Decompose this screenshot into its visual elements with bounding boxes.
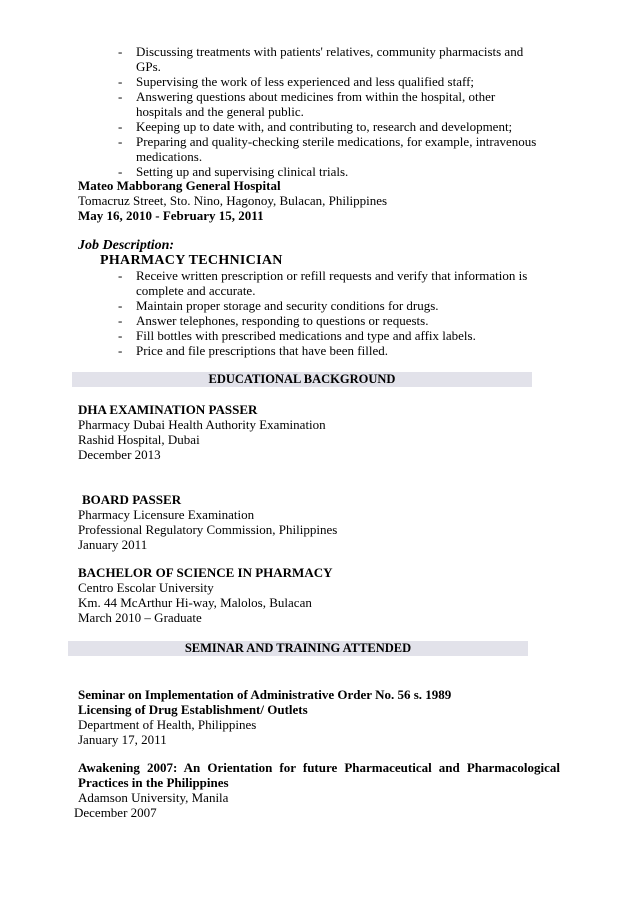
seminar-entry-title: Awakening 2007: An Orientation for future Pharmaceutical and Pharmacological Practices in the Philippines: [78, 760, 560, 790]
list-item: - Maintain proper storage and security conditions for drugs.: [118, 298, 528, 313]
list-item: - Fill bottles with prescribed medications and type and affix labels.: [118, 328, 528, 343]
list-item: - Price and file prescriptions that have been filled.: [118, 343, 528, 358]
employment-dates: May 16, 2010 - February 15, 2011: [78, 208, 264, 223]
duties-list: [118, 44, 538, 179]
list-item: - Discussing treatments with patients' relatives, community pharmacists and GPs.: [118, 44, 538, 74]
education-entry-title: BOARD PASSER: [82, 492, 182, 507]
seminar-entry-line: January 17, 2011: [78, 732, 167, 747]
education-entry-title: BACHELOR OF SCIENCE IN PHARMACY: [78, 565, 333, 580]
education-entry-line: Rashid Hospital, Dubai: [78, 432, 200, 447]
education-entry-line: Km. 44 McArthur Hi-way, Malolos, Bulacan: [78, 595, 312, 610]
education-entry-line: January 2011: [78, 537, 148, 552]
list-item: - Preparing and quality-checking sterile medications, for example, intravenous medications.: [118, 134, 538, 164]
employer-address: Tomacruz Street, Sto. Nino, Hagonoy, Bulacan, Philippines: [78, 193, 388, 208]
job-duties-list: [118, 268, 528, 358]
education-entry-line: December 2013: [78, 447, 161, 462]
education-entry-line: Centro Escolar University: [78, 580, 214, 595]
list-item: - Receive written prescription or refill requests and verify that information is complete and accurate.: [118, 268, 528, 298]
education-entry-line: March 2010 – Graduate: [78, 610, 202, 625]
list-item: - Answering questions about medicines from within the hospital, other hospitals and the general public.: [118, 89, 538, 119]
seminar-entry-line: Adamson University, Manila: [78, 790, 229, 805]
job-title: PHARMACY TECHNICIAN: [100, 253, 283, 268]
education-entry-line: Professional Regulatory Commission, Philippines: [78, 522, 338, 537]
seminar-section-heading: SEMINAR AND TRAINING ATTENDED: [68, 641, 528, 656]
seminar-entry-title: Licensing of Drug Establishment/ Outlets: [78, 702, 308, 717]
education-entry-title: DHA EXAMINATION PASSER: [78, 402, 258, 417]
education-section-heading: EDUCATIONAL BACKGROUND: [72, 372, 532, 387]
seminar-entry-line: December 2007: [74, 805, 157, 820]
seminar-entry-line: Department of Health, Philippines: [78, 717, 257, 732]
education-entry-line: Pharmacy Licensure Examination: [78, 507, 255, 522]
list-item: - Setting up and supervising clinical trials.: [118, 164, 538, 179]
list-item: - Supervising the work of less experienced and less qualified staff;: [118, 74, 538, 89]
employer-name: Mateo Mabborang General Hospital: [78, 178, 281, 193]
list-item: - Keeping up to date with, and contributing to, research and development;: [118, 119, 538, 134]
education-entry-line: Pharmacy Dubai Health Authority Examination: [78, 417, 326, 432]
seminar-entry-title: Seminar on Implementation of Administrative Order No. 56 s. 1989: [78, 687, 452, 702]
job-description-heading: Job Description:: [78, 238, 175, 253]
list-item: - Answer telephones, responding to questions or requests.: [118, 313, 528, 328]
